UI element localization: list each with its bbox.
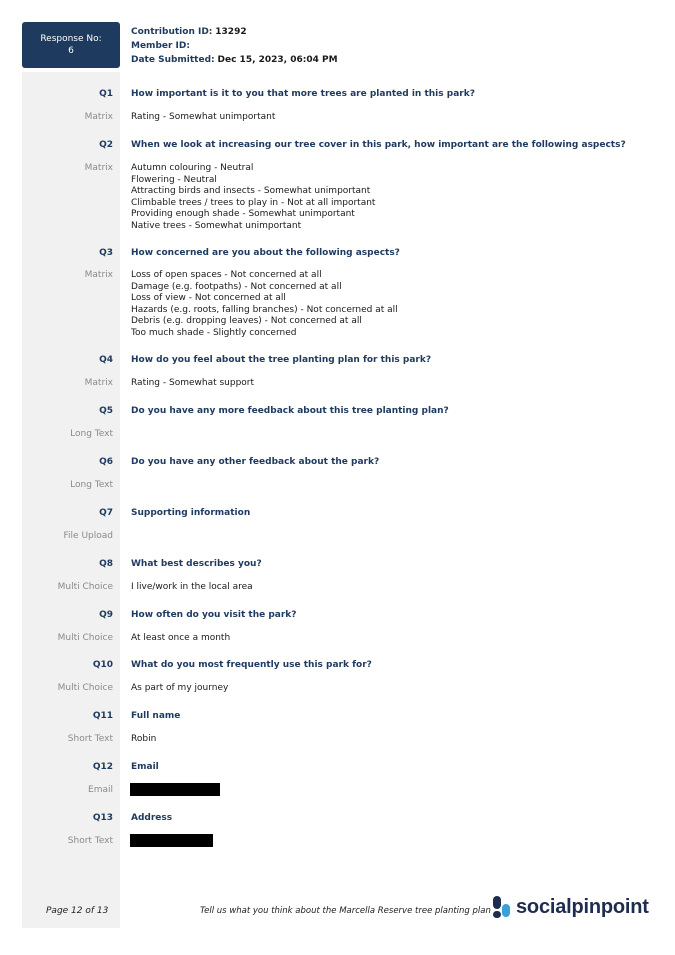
date-label: Date Submitted: (131, 55, 215, 65)
answer-list (131, 734, 156, 746)
answer-line: I live/work in the local area (131, 582, 253, 592)
answer-list (131, 112, 275, 124)
question-type: Long Text (70, 480, 113, 490)
submission-meta (131, 25, 338, 67)
answer-line: Robin (131, 734, 157, 744)
question-type: File Upload (63, 531, 113, 541)
question-text: Do you have any more feedback about this tree planting plan? (131, 406, 449, 416)
logo-text: socialpinpoint (516, 895, 649, 918)
footer-title: Tell us what you think about the Marcella Reserve tree planting plan (200, 906, 491, 916)
question-type: Matrix (84, 163, 113, 173)
contribution-label: Contribution ID: (131, 27, 213, 37)
question-text: How often do you visit the park? (131, 610, 297, 620)
question-text: How concerned are you about the following aspects? (131, 248, 400, 258)
answer-line: Debris (e.g. dropping leaves) - Not concerned at all (131, 316, 362, 326)
question-text: When we look at increasing our tree cover in this park, how important are the following aspects? (131, 140, 626, 150)
answer-line: Autumn colouring - Neutral (131, 163, 254, 173)
answer-line: Rating - Somewhat unimportant (131, 112, 276, 122)
answer-line: Attracting birds and insects - Somewhat unimportant (131, 186, 371, 196)
response-number-badge (22, 22, 120, 68)
question-text: What do you most frequently use this park for? (131, 660, 372, 670)
answer-line: Climbable trees / trees to play in - Not at all important (131, 197, 376, 208)
question-type: Matrix (84, 112, 113, 122)
question-type: Short Text (67, 836, 113, 846)
question-text: Full name (131, 711, 181, 721)
response-number: 6 (68, 46, 74, 56)
question-number: Q5 (99, 406, 113, 416)
pin-logo-icon (492, 895, 512, 919)
answer-list (131, 683, 228, 695)
question-number: Q8 (99, 559, 113, 569)
question-number: Q12 (92, 762, 113, 772)
answer-line: Flowering - Neutral (131, 174, 217, 185)
answer-list (131, 633, 230, 645)
question-number: Q13 (92, 813, 113, 823)
question-type: Matrix (84, 270, 113, 280)
answer-line: Damage (e.g. footpaths) - Not concerned at all (131, 281, 342, 292)
question-text: How do you feel about the tree planting plan for this park? (131, 355, 432, 365)
date-submitted: Dec 15, 2023, 06:04 PM (217, 55, 338, 65)
answer-line: As part of my journey (131, 683, 229, 693)
answer-list (131, 582, 253, 594)
answer-list (131, 163, 375, 232)
answer-line: Native trees - Somewhat unimportant (131, 220, 302, 231)
question-number: Q4 (99, 355, 113, 365)
question-number: Q2 (99, 140, 113, 150)
question-number: Q9 (99, 610, 113, 620)
page-number: Page 12 of 13 (46, 906, 109, 916)
question-number: Q10 (92, 660, 113, 670)
question-number: Q11 (92, 711, 113, 721)
answer-line: Loss of open spaces - Not concerned at all (131, 270, 322, 280)
answer-line: Rating - Somewhat support (131, 378, 255, 388)
question-number: Q3 (99, 248, 113, 258)
question-type: Multi Choice (57, 633, 113, 643)
left-sidebar-strip (22, 72, 120, 928)
question-text: Supporting information (131, 508, 251, 518)
answer-list (131, 378, 254, 390)
contribution-id: 13292 (215, 27, 247, 37)
question-number: Q1 (99, 89, 113, 99)
question-type: Multi Choice (57, 582, 113, 592)
answer-line: At least once a month (131, 633, 231, 643)
question-number: Q7 (99, 508, 113, 518)
redacted-answer (130, 834, 213, 847)
question-text: What best describes you? (131, 559, 262, 569)
answer-line: Providing enough shade - Somewhat unimportant (131, 209, 355, 219)
question-type: Short Text (67, 734, 113, 744)
question-text: Do you have any other feedback about the park? (131, 457, 380, 467)
question-number: Q6 (99, 457, 113, 467)
question-type: Long Text (70, 429, 113, 439)
answer-line: Hazards (e.g. roots, falling branches) - Not concerned at all (131, 304, 398, 315)
question-text: Email (131, 762, 159, 772)
question-type: Multi Choice (57, 683, 113, 693)
socialpinpoint-logo (492, 894, 649, 920)
answer-line: Too much shade - Slightly concerned (131, 327, 297, 338)
question-type: Email (88, 785, 113, 795)
question-type: Matrix (84, 378, 113, 388)
redacted-answer (130, 783, 220, 796)
response-label: Response No: (40, 34, 102, 44)
member-label: Member ID: (131, 41, 190, 51)
question-text: Address (131, 813, 173, 823)
answer-line: Loss of view - Not concerned at all (131, 293, 286, 303)
question-text: How important is it to you that more trees are planted in this park? (131, 89, 475, 99)
answer-list (131, 270, 398, 339)
